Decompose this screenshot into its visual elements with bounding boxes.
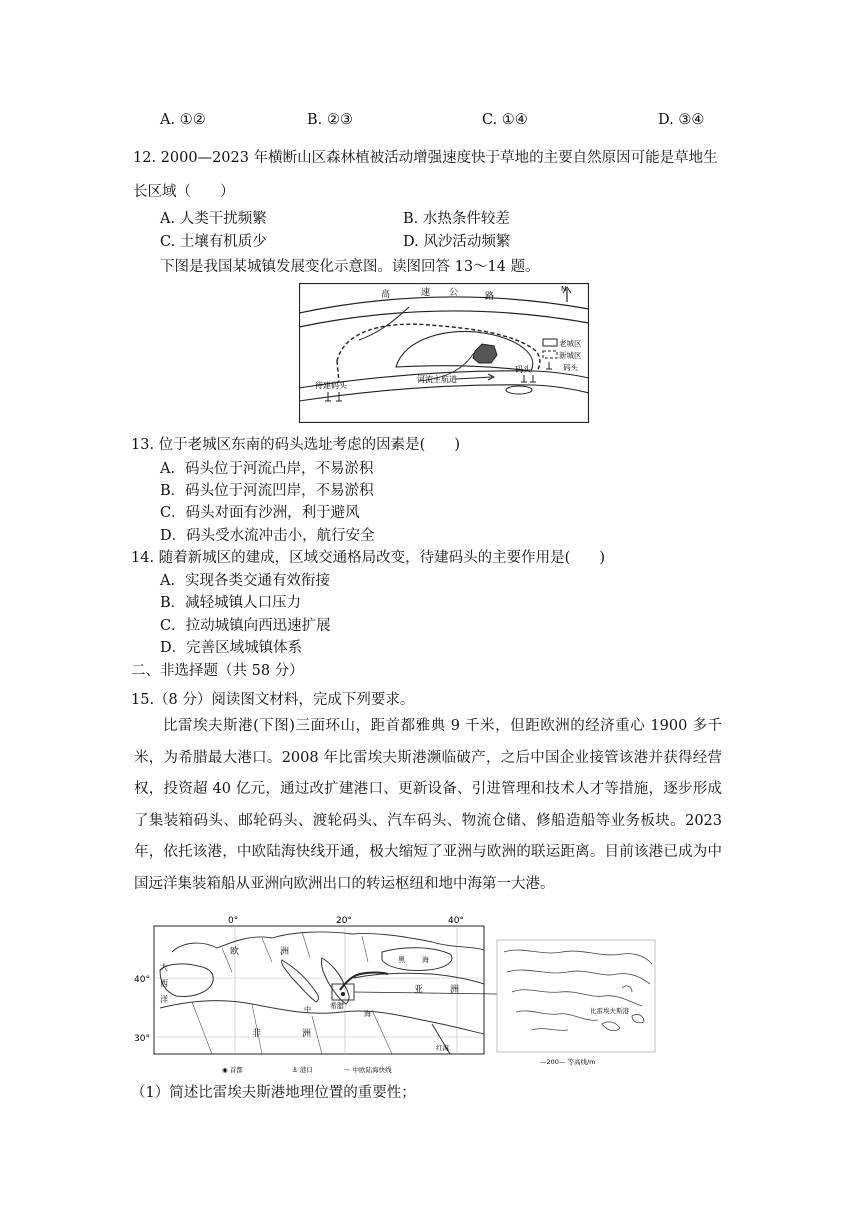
intro-13-14: 下图是我国某城镇发展变化示意图。读图回答 13～14 题。: [160, 259, 540, 275]
prev-option-c: C. ①④: [482, 112, 528, 128]
label-atl-3: 洋: [160, 995, 168, 1004]
prev-option-a: A. ①②: [160, 112, 206, 128]
highway-char-1: 高: [381, 290, 391, 300]
q13-stem: 13. 位于老城区东南的码头选址考虑的因素是( ): [131, 437, 460, 453]
q14-stem: 14. 随着新城区的建成，区域交通格局改变，待建码头的主要作用是( ): [131, 550, 605, 566]
q12-stem-line1: 12. 2000—2023 年横断山区森林植被活动增强速度快于草地的主要自然原因可能是草地生: [133, 150, 718, 166]
highway-char-4: 路: [485, 292, 495, 302]
town-development-figure: [299, 283, 589, 423]
label-atl-1: 大: [160, 963, 168, 972]
legend-port: ⚓ 港口: [292, 1066, 313, 1074]
inset-contour-legend: —200— 等高线/m: [540, 1058, 596, 1066]
label-eu-1: 欧: [230, 947, 240, 957]
q13-option-c: C．码头对面有沙洲，利于避风: [160, 505, 360, 521]
river-channel-label: 河流主航道: [417, 375, 457, 384]
lat-label-40: 40°: [134, 975, 150, 985]
label-asia-1: 亚: [414, 985, 424, 995]
q12-option-c: C. 土壤有机质少: [160, 234, 267, 250]
label-eu-2: 洲: [280, 947, 290, 957]
wharf-label: 码头: [515, 365, 531, 374]
label-atl-2: 西: [160, 979, 168, 988]
prev-option-b: B. ②③: [307, 112, 353, 128]
section-2-heading: 二、非选择题（共 58 分）: [131, 663, 304, 679]
north-label: N: [561, 285, 567, 293]
label-med-2: 海: [364, 1010, 371, 1018]
lon-label-20: 20°: [336, 916, 352, 926]
label-black-1: 黑: [398, 956, 405, 964]
legend-new-town: 新城区: [559, 351, 582, 360]
label-med-1: 中: [304, 1006, 311, 1014]
q12-option-b: B. 水热条件较差: [403, 211, 510, 227]
label-redsea: 红海: [436, 1044, 449, 1052]
prev-option-d: D. ③④: [658, 112, 705, 128]
q14-option-b: B．减轻城镇人口压力: [160, 595, 302, 611]
q12-option-a: A. 人类干扰频繁: [160, 211, 267, 227]
q15-title: 15.（8 分）阅读图文材料，完成下列要求。: [131, 692, 415, 708]
inset-map: [497, 940, 655, 1052]
lon-label-0: 0°: [228, 916, 239, 926]
legend-capital: ◉ 首都: [222, 1066, 243, 1074]
q12-option-d: D. 风沙活动频繁: [403, 234, 511, 250]
legend-route: ～ 中欧陆海快线: [344, 1066, 392, 1074]
q12-stem-line2: 长区域（ ）: [133, 184, 235, 200]
legend-old-town: 老城区: [559, 339, 582, 348]
q14-option-d: D．完善区域城镇体系: [160, 640, 303, 656]
inset-port-label: 比雷埃夫斯港: [590, 1007, 629, 1015]
label-af-2: 洲: [302, 1029, 312, 1039]
capital-marker-icon: [341, 992, 345, 996]
label-asia-2: 洲: [450, 985, 460, 995]
legend-wharf: 码头: [563, 363, 578, 372]
q13-option-d: D．码头受水流冲击小，航行安全: [160, 528, 375, 544]
q14-option-a: A．实现各类交通有效衔接: [160, 573, 330, 589]
planned-wharf-label: 待建码头: [315, 381, 347, 390]
q13-option-a: A．码头位于河流凸岸，不易淤积: [160, 461, 374, 477]
lon-label-40: 40°: [448, 916, 464, 926]
label-black-2: 海: [422, 956, 429, 964]
label-af-1: 非: [252, 1029, 262, 1039]
q13-option-b: B．码头位于河流凹岸，不易淤积: [160, 483, 374, 499]
highway-char-3: 公: [449, 288, 459, 298]
mediterranean-map-figure: [132, 912, 662, 1080]
previous-question-options: [160, 112, 720, 132]
label-greece: 希腊: [330, 1002, 344, 1010]
q15-material-paragraph: 比雷埃夫斯港(下图)三面环山，距首都雅典 9 千米，但距欧洲的经济重心 1900 多千米，为希腊最大港口。2008 年比雷埃夫斯港濒临破产，之后中国企业接管该港并获得经营权，投资超 40 亿元，通过改扩建港口、更新设备、引进管理和技术人才等措施，逐步形成了集装箱码头、邮轮码头、渡轮码头、汽车码头、物流仓储、修船造船等业务板块。2023 年，依托该港，中欧陆海快线开通，极大缩短了亚洲与欧洲的联运距离。目前该港已成为中国远洋集装箱船从亚洲向欧洲出口的转运枢纽和地中海第一大港。: [134, 718, 722, 892]
q14-option-c: C．拉动城镇向西迅速扩展: [160, 618, 331, 634]
sandbar: [506, 386, 532, 394]
highway-char-2: 速: [421, 288, 431, 298]
q15-subquestion-1: （1）简述比雷埃夫斯港地理位置的重要性；: [131, 1085, 416, 1101]
lat-label-30: 30°: [134, 1034, 150, 1044]
